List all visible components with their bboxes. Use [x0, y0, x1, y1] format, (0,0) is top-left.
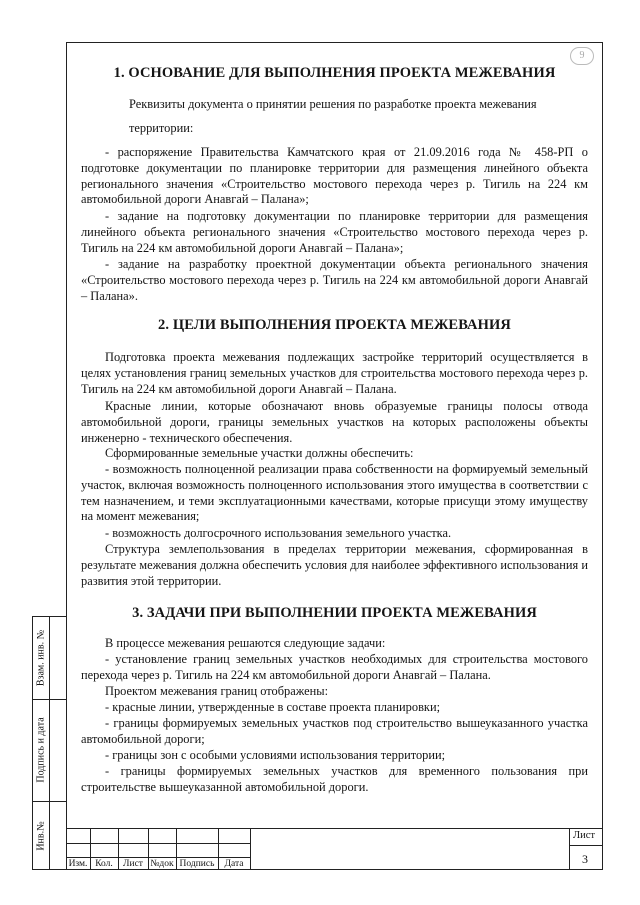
section-3-para-2: - установление границ земельных участков необходимых для строительства мостового перехода через р. Тигиль на 224 км автомобильной дороги Анавгай – Палана.	[81, 652, 588, 682]
side-label-signature-date: Подпись и дата	[35, 717, 47, 783]
section-2-para-1: Подготовка проекта межевания подлежащих застройке территорий осуществляется в целях установления границ земельных участков для строительства мостового перехода через р. Тигиль на 224 км автомобильной дороги Анавгай – Палана.	[81, 350, 588, 396]
stamp-col-line	[250, 829, 251, 870]
stamp-ndok: №док	[150, 859, 174, 869]
section-1-item-2: - задание на подготовку документации по планировке территории для размещения линейного объекта регионального значения «Строительство мостового перехода через р. Тигиль на 224 км автомобильной дороги Анавгай – Палана»;	[81, 209, 588, 255]
section-1-intro-cont: территории:	[129, 121, 194, 135]
stamp-row-line	[66, 843, 250, 844]
title-block-stamp	[66, 828, 603, 870]
section-3-para-7: - границы формируемых земельных участков для временного пользования при строительстве вышеуказанной автомобильной дороги.	[81, 764, 588, 794]
stamp-col-line	[569, 829, 570, 870]
section-1-title: 1. ОСНОВАНИЕ ДЛЯ ВЫПОЛНЕНИЯ ПРОЕКТА МЕЖЕВАНИЯ	[113, 65, 556, 81]
page-frame	[66, 42, 603, 870]
section-3-para-6: - границы зон с особыми условиями использования территории;	[105, 748, 446, 762]
sheet-number: 3	[582, 852, 588, 866]
section-1-item-3: - задание на разработку проектной документации объекта регионального значения «Строительство мостового перехода через р. Тигиль на 224 км автомобильной дороги Анавгай – Палана».	[81, 257, 588, 303]
section-1-item-1: - распоряжение Правительства Камчатского края от 21.09.2016 года № 458-РП о подготовке документации по планировке территории для размещения линейного объекта регионального значения «Строительство мостового перехода через р. Тигиль на 224 км автомобильной дороги Анавгай – Палана»;	[81, 145, 588, 207]
side-label-vzam-inv: Взам. инв. №	[35, 629, 47, 687]
stamp-kol: Кол.	[95, 859, 113, 869]
side-label-inv-no: Инв.№	[35, 821, 47, 851]
stamp-izm: Изм.	[68, 859, 88, 869]
section-2-title: 2. ЦЕЛИ ВЫПОЛНЕНИЯ ПРОЕКТА МЕЖЕВАНИЯ	[158, 317, 511, 333]
stamp-data: Дата	[224, 859, 244, 869]
section-2-para-6: Структура землепользования в пределах территории межевания, сформированная в результате межевания должна обеспечить условия для наиболее эффективного использования и развития этой территории.	[81, 542, 588, 588]
stamp-podpis: Подпись	[179, 859, 215, 869]
section-2-para-4: - возможность полноценной реализации права собственности на формируемый земельный участок, включая возможность полноценного использования этого имущества в соответствии с тем назначением, и теми эксплуатационными качествами, которые присущи этому имуществу на момент межевания;	[81, 462, 588, 524]
section-1-intro: Реквизиты документа о принятии решения по разработке проекта межевания	[129, 97, 537, 111]
section-3-para-1: В процессе межевания решаются следующие задачи:	[105, 636, 386, 650]
page-mark: 9	[570, 47, 594, 65]
section-3-para-3: Проектом межевания границ отображены:	[105, 684, 329, 698]
sheet-label: Лист	[573, 830, 595, 841]
stamp-row-line	[569, 845, 603, 846]
section-3-para-4: - красные линии, утвержденные в составе проекта планировки;	[105, 700, 441, 714]
binding-strip	[32, 616, 66, 870]
section-3-para-5: - границы формируемых земельных участков под строительство вышеуказанного участка автомобильной дороги;	[81, 716, 588, 746]
section-3-title: 3. ЗАДАЧИ ПРИ ВЫПОЛНЕНИИ ПРОЕКТА МЕЖЕВАНИЯ	[132, 605, 537, 621]
section-2-para-5: - возможность долгосрочного использования земельного участка.	[105, 526, 452, 540]
section-2-para-2: Красные линии, которые обозначают вновь образуемые границы полосы отвода автомобильной дороги, границы земельных участков на которых расположены объекты инженерно - технического обеспечения.	[81, 399, 588, 445]
section-2-para-3: Сформированные земельные участки должны обеспечить:	[105, 446, 414, 460]
stamp-list: Лист	[123, 859, 143, 869]
stamp-row-line	[66, 857, 250, 858]
